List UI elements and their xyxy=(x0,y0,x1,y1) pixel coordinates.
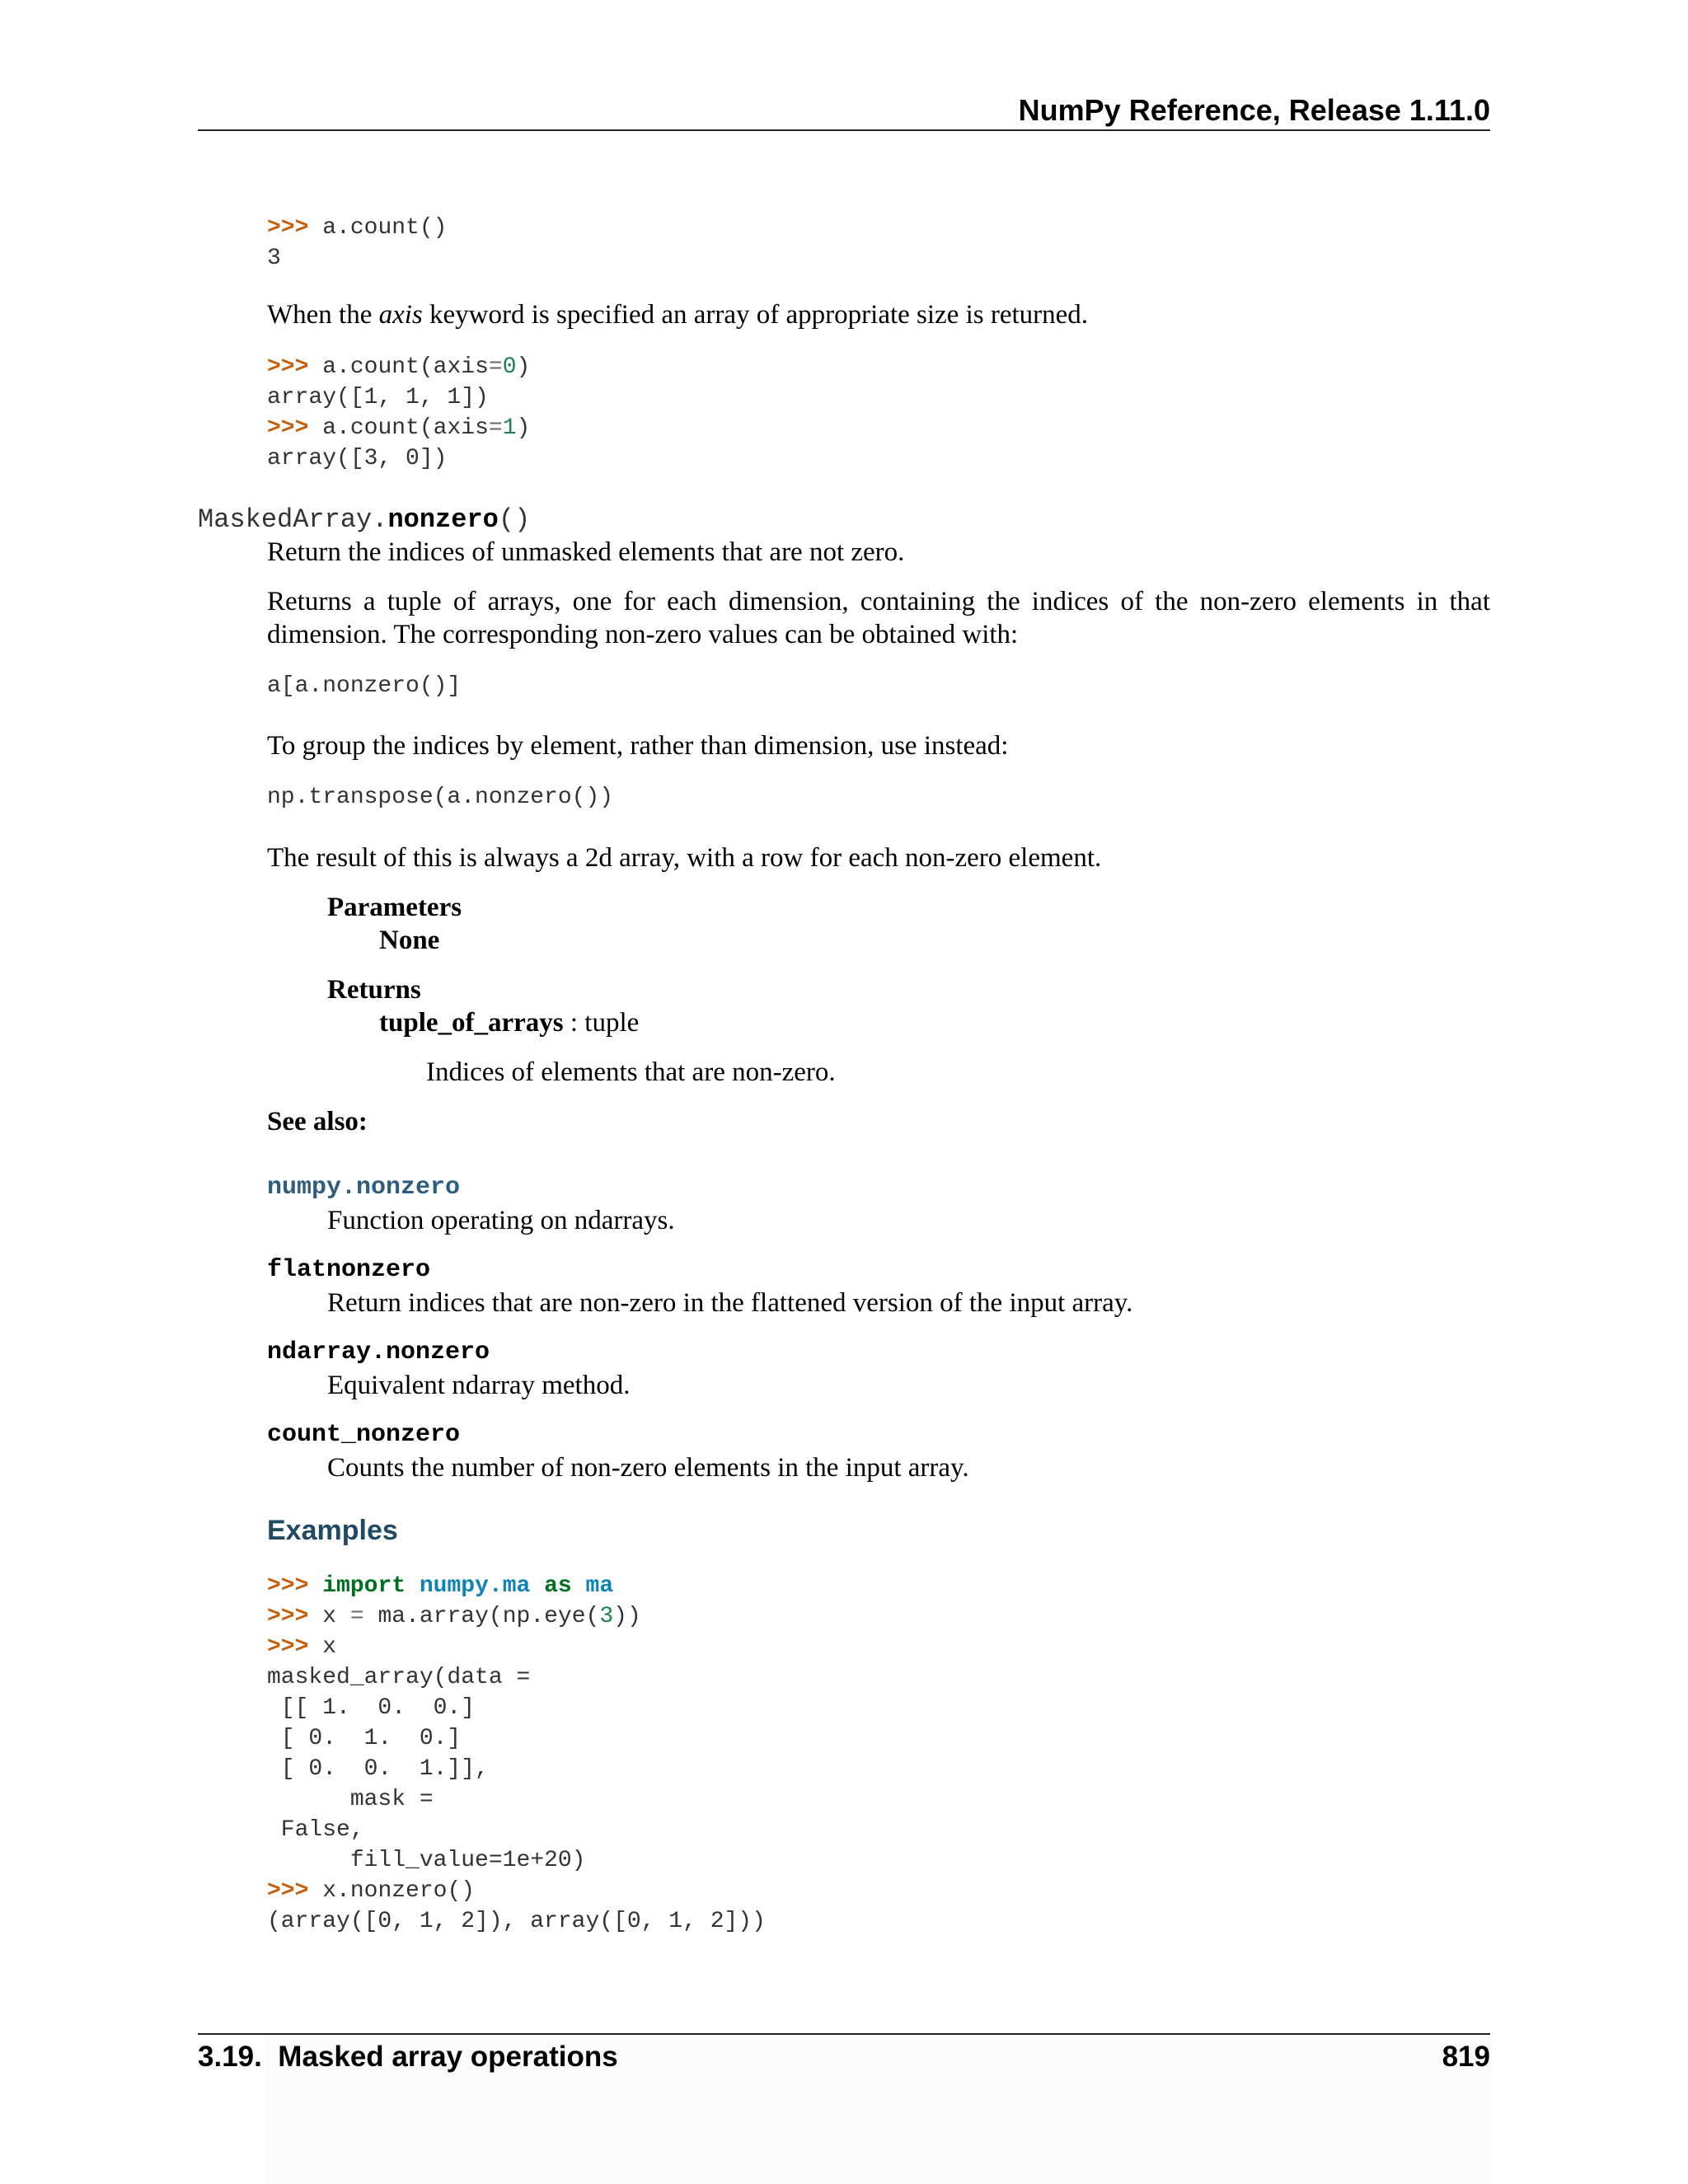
footer-rule xyxy=(198,2033,1490,2035)
returns-paragraph: Returns a tuple of arrays, one for each dimension, containing the indices of the non-zero elements in that dimension. The corresponding non-zero values can be obtained with: xyxy=(267,587,1490,649)
running-header: NumPy Reference, Release 1.11.0 xyxy=(1018,93,1490,127)
code-output: masked_array(data = [[ 1. 0. 0.] [ 0. 1. 0.] [ 0. 0. 1.]], mask = False, fill_value=1e+20) xyxy=(267,1665,586,1873)
prompt: >>> xyxy=(267,215,309,241)
number: 1 xyxy=(502,415,517,441)
see-also-desc: Equivalent ndarray method. xyxy=(327,1371,631,1400)
code-text: )) xyxy=(613,1604,641,1629)
see-also-desc: Counts the number of non-zero elements in the input array. xyxy=(327,1453,969,1483)
code-text: ) xyxy=(516,354,531,380)
footer-section-title: 3.19. Masked array operations xyxy=(198,2041,618,2073)
code-transpose: np.transpose(a.nonzero()) xyxy=(267,785,614,810)
see-also-ref-ndarray-nonzero: ndarray.nonzero xyxy=(267,1338,490,1366)
see-also-ref-flatnonzero: flatnonzero xyxy=(267,1256,431,1284)
method-signature xyxy=(198,504,530,535)
parameters-label: Parameters xyxy=(327,893,462,922)
signature-parens: () xyxy=(498,504,531,535)
prompt: >>> xyxy=(267,1573,309,1599)
operator: = xyxy=(488,354,503,380)
returns-description: Indices of elements that are non-zero. xyxy=(426,1057,836,1087)
code-output: 3 xyxy=(267,246,281,271)
summary-text: Return the indices of unmasked elements that are not zero. xyxy=(267,537,905,567)
code-output: (array([0, 1, 2]), array([0, 1, 2])) xyxy=(267,1909,766,1934)
keyword: import xyxy=(322,1573,406,1599)
see-also-label: See also: xyxy=(267,1107,368,1137)
prompt: >>> xyxy=(267,1604,309,1629)
operator: = xyxy=(349,1604,364,1629)
code-output: array([3, 0]) xyxy=(267,446,448,471)
prompt: >>> xyxy=(267,1634,309,1660)
parameters-value: None xyxy=(379,926,440,955)
see-also-link-numpy-nonzero[interactable]: numpy.nonzero xyxy=(267,1174,461,1202)
keyword: as xyxy=(544,1573,572,1599)
code-nonzero-index: a[a.nonzero()] xyxy=(267,673,462,699)
returns-entry xyxy=(379,1006,639,1039)
axis-emphasis: axis xyxy=(378,300,423,330)
axis-text-before: When the xyxy=(267,300,379,330)
code-text: ma.array(np.eye( xyxy=(377,1604,600,1629)
number: 3 xyxy=(599,1604,614,1629)
see-also-ref-count-nonzero: count_nonzero xyxy=(267,1421,461,1449)
code-text: a.count(axis xyxy=(322,415,489,441)
returns-label: Returns xyxy=(327,975,421,1005)
header-rule xyxy=(198,129,1490,131)
module-name: numpy.ma xyxy=(419,1573,531,1599)
axis-text-after: keyword is specified an array of appropriate size is returned. xyxy=(422,300,1089,330)
returns-name: tuple_of_arrays xyxy=(379,1008,564,1038)
signature-method: nonzero xyxy=(387,504,499,535)
module-alias: ma xyxy=(585,1573,614,1599)
prompt: >>> xyxy=(267,415,309,441)
see-also-desc: Function operating on ndarrays. xyxy=(327,1206,675,1235)
code-block-examples xyxy=(267,1571,766,1937)
code-text: x xyxy=(322,1604,337,1629)
examples-heading: Examples xyxy=(267,1515,398,1546)
code-block-count xyxy=(267,213,447,274)
number: 0 xyxy=(502,354,517,380)
code-text: x xyxy=(322,1634,337,1660)
prompt: >>> xyxy=(267,1878,309,1904)
returns-type: : tuple xyxy=(563,1008,640,1038)
prompt: >>> xyxy=(267,354,309,380)
see-also-desc: Return indices that are non-zero in the flattened version of the input array. xyxy=(327,1288,1133,1318)
signature-class: MaskedArray. xyxy=(198,504,388,535)
code-text: x.nonzero() xyxy=(322,1878,476,1904)
code-line: a.count() xyxy=(322,215,448,241)
code-output: array([1, 1, 1]) xyxy=(267,385,489,410)
axis-paragraph xyxy=(267,298,1088,331)
page-number: 819 xyxy=(1442,2041,1490,2073)
code-text: a.count(axis xyxy=(322,354,489,380)
group-paragraph: To group the indices by element, rather than dimension, use instead: xyxy=(267,731,1009,761)
code-text: ) xyxy=(516,415,531,441)
operator: = xyxy=(488,415,503,441)
code-block-count-axis xyxy=(267,352,530,474)
result-paragraph: The result of this is always a 2d array, with a row for each non-zero element. xyxy=(267,843,1102,873)
